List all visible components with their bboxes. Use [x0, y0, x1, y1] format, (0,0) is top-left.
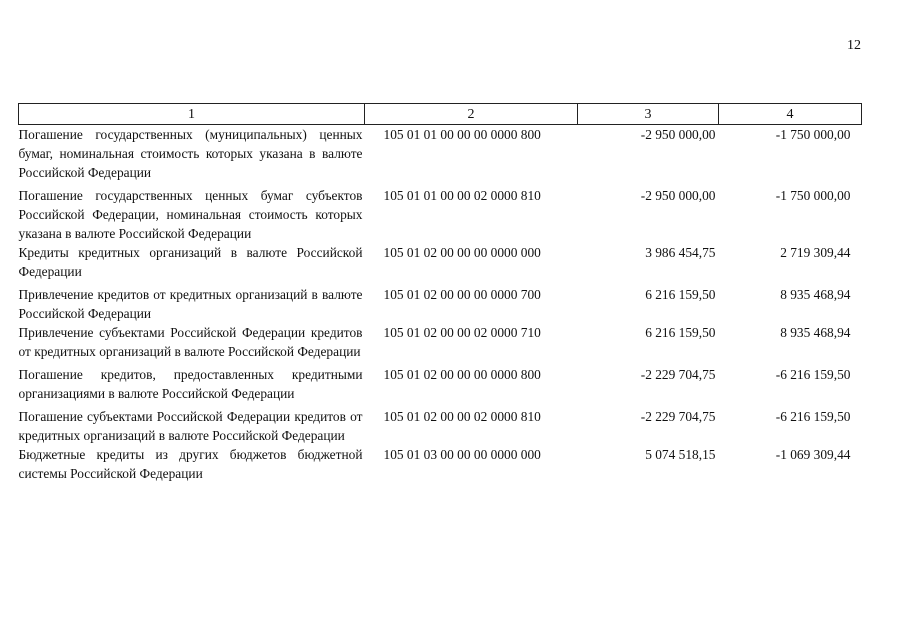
row-value-col3: 3 986 454,75	[645, 245, 716, 260]
row-code: 105 01 01 00 00 00 0000 800	[383, 127, 541, 142]
budget-table	[18, 103, 862, 483]
row-value-col4: 2 719 309,44	[780, 245, 851, 260]
page-number: 12	[847, 38, 861, 53]
table-row	[19, 243, 862, 285]
row-description: Привлечение субъектами Российской Федерации кредитов от кредитных организаций в валюте Российской Федерации	[18, 325, 363, 359]
row-value-col4: -1 750 000,00	[775, 188, 851, 203]
row-code: 105 01 02 00 00 02 0000 810	[383, 409, 541, 424]
table-row	[19, 365, 862, 407]
row-code: 105 01 03 00 00 00 0000 000	[383, 447, 541, 462]
row-description: Кредиты кредитных организаций в валюте Российской Федерации	[18, 245, 363, 279]
column-header-2: 2	[365, 104, 578, 125]
row-value-col3: 5 074 518,15	[645, 447, 716, 462]
column-header-1: 1	[19, 104, 365, 125]
row-value-col4: 8 935 468,94	[780, 325, 851, 340]
column-header-3: 3	[578, 104, 719, 125]
row-value-col4: -1 069 309,44	[775, 447, 851, 462]
row-value-col3: -2 229 704,75	[640, 367, 716, 382]
row-description: Бюджетные кредиты из других бюджетов бюджетной системы Российской Федерации	[18, 447, 363, 481]
row-value-col4: -6 216 159,50	[775, 367, 851, 382]
row-value-col3: -2 950 000,00	[640, 127, 716, 142]
table-row	[19, 285, 862, 323]
header-row	[19, 104, 862, 125]
row-value-col4: 8 935 468,94	[780, 287, 851, 302]
row-value-col3: 6 216 159,50	[645, 325, 716, 340]
row-description: Погашение кредитов, предоставленных кредитными организациями в валюте Российской Федерации	[18, 367, 363, 401]
row-code: 105 01 01 00 00 02 0000 810	[383, 188, 541, 203]
budget-table-container	[18, 103, 861, 483]
row-description: Погашение государственных ценных бумаг субъектов Российской Федерации, номинальная стоимость которых указана в валюте Российской Федерации	[18, 188, 363, 241]
row-code: 105 01 02 00 00 02 0000 710	[383, 325, 541, 340]
table-row	[19, 407, 862, 445]
row-description: Погашение государственных (муниципальных) ценных бумаг, номинальная стоимость которых указана в валюте Российской Федерации	[18, 127, 363, 180]
column-header-4: 4	[719, 104, 862, 125]
row-code: 105 01 02 00 00 00 0000 800	[383, 367, 541, 382]
row-value-col3: -2 950 000,00	[640, 188, 716, 203]
table-row	[19, 125, 862, 187]
row-value-col3: 6 216 159,50	[645, 287, 716, 302]
row-code: 105 01 02 00 00 00 0000 700	[383, 287, 541, 302]
row-value-col4: -1 750 000,00	[775, 127, 851, 142]
row-description: Погашение субъектами Российской Федерации кредитов от кредитных организаций в валюте Российской Федерации	[18, 409, 363, 443]
row-code: 105 01 02 00 00 00 0000 000	[383, 245, 541, 260]
table-row	[19, 445, 862, 483]
table-row	[19, 323, 862, 365]
row-value-col3: -2 229 704,75	[640, 409, 716, 424]
row-description: Привлечение кредитов от кредитных организаций в валюте Российской Федерации	[18, 287, 363, 321]
row-value-col4: -6 216 159,50	[775, 409, 851, 424]
table-row	[19, 186, 862, 243]
